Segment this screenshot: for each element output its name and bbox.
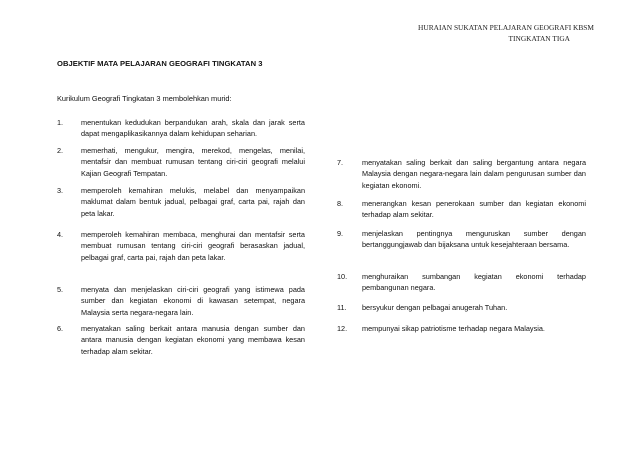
running-header [334,23,594,44]
item-text: menghuraikan sumbangan kegiatan ekonomi terhadap pembangunan negara. [362,272,586,293]
document-title: OBJEKTIF MATA PELAJARAN GEOGRAFI TINGKATAN 3 [57,59,263,68]
item-number: 3. [57,186,64,195]
item-text: menyata dan menjelaskan ciri-ciri geografi yang istimewa pada sumber dan kegiatan ekonomi di kawasan setempat, negara Malaysia serta negara-negara lain. [81,285,305,317]
item-number: 9. [337,229,344,238]
item-number: 4. [57,230,64,239]
item-text: menerangkan kesan penerokaan sumber dan kegiatan ekonomi terhadap alam sekitar. [362,199,586,220]
intro-text: Kurikulum Geografi Tingkatan 3 membolehkan murid: [57,94,232,103]
item-number: 11. [337,303,347,312]
item-text: mempunyai sikap patriotisme terhadap negara Malaysia. [362,324,545,333]
item-text: memperoleh kemahiran melukis, melabel dan menyampaikan maklumat dalam bentuk jadual, pelbagai graf, carta pai, rajah dan peta lakar. [81,186,305,218]
item-text: bersyukur dengan pelbagai anugerah Tuhan. [362,303,508,312]
item-number: 2. [57,146,64,155]
item-text: memperoleh kemahiran membaca, menghurai dan mentafsir serta membuat rumusan tentang ciri-ciri geografi berasaskan jadual, pelbagai graf, carta pai, rajah dan peta lakar. [81,230,305,262]
item-number: 1. [57,118,64,127]
item-number: 6. [57,324,64,333]
header-line-1: HURAIAN SUKATAN PELAJARAN GEOGRAFI KBSM [418,23,594,32]
item-number: 10. [337,272,348,281]
item-text: menyatakan saling berkait dan saling bergantung antara negara Malaysia dengan negara-negara lain dalam pengurusan sumber dan kegiatan ekonomi. [362,158,586,190]
item-text: menjelaskan pentingnya menguruskan sumber dengan bertanggungjawab dan bijaksana untuk kesejahteraan bersama. [362,229,586,250]
item-text: memerhati, mengukur, mengira, merekod, mengelas, menilai, mentafsir dan membuat rumusan tentang ciri-ciri geografi melalui Kajian Geografi Tempatan. [81,146,305,178]
item-text: menyatakan saling berkait antara manusia dengan sumber dan antara manusia dengan kegiatan ekonomi yang membawa kesan terhadap alam sekitar. [81,324,305,356]
item-number: 5. [57,285,64,294]
item-text: menentukan kedudukan berpandukan arah, skala dan jarak serta dapat mengaplikasikannya dalam kehidupan seharian. [81,118,305,139]
item-number: 8. [337,199,344,208]
item-number: 7. [337,158,344,167]
item-number: 12. [337,324,348,333]
header-line-2: TINGKATAN TIGA [508,33,570,43]
